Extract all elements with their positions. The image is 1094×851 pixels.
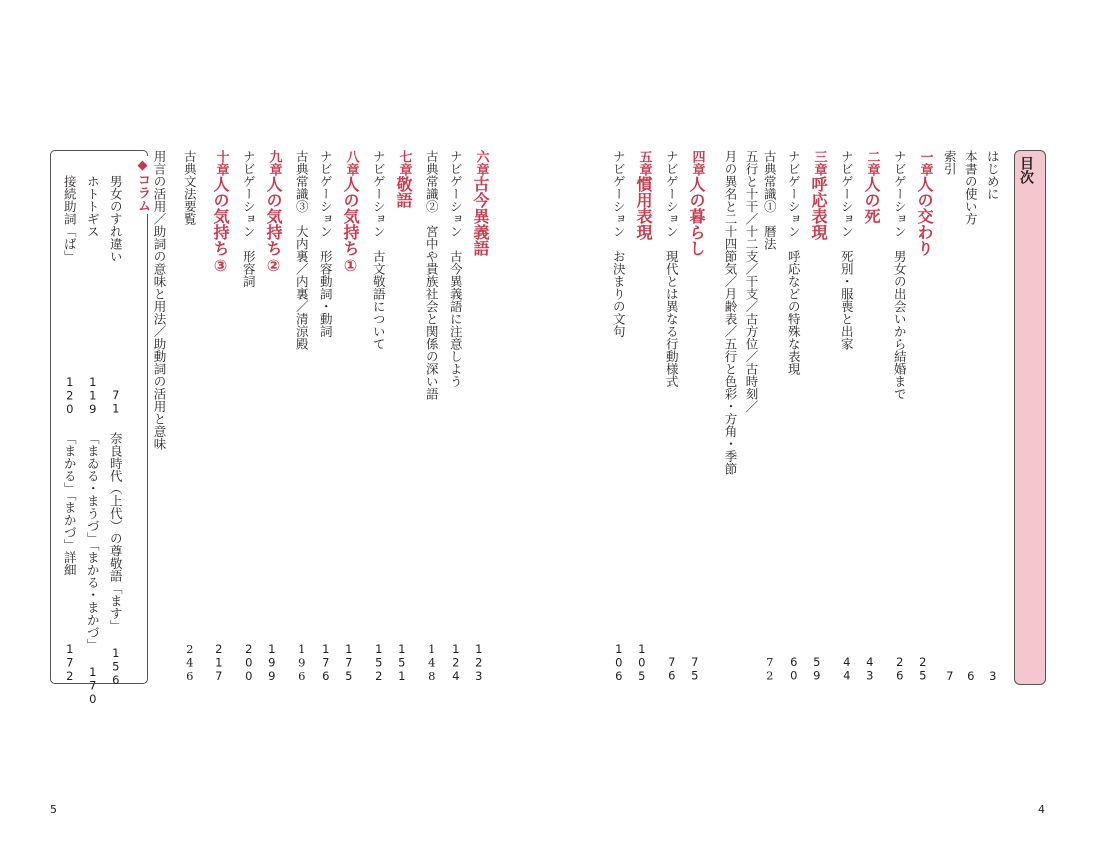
grammar-reference-details: 用言の活用／助詞の意味と用法／助動詞の活用と意味 (152, 150, 167, 450)
koten-3-entry[interactable]: 古典常識③ 大内裏／内裏／清涼殿 196 (294, 150, 310, 682)
column-item-1[interactable]: 男女のすれ違い 71 (108, 175, 124, 415)
koten-1-details-1: 五行と十干／十二支／干支／古方位／古時刻／ (744, 150, 759, 413)
chapter-1-heading[interactable]: 一章 人の交わり 25 (915, 150, 934, 682)
chapter-6-navigation[interactable]: ナビゲーション 古今異義語に注意しよう 124 (448, 150, 464, 682)
chapter-5-heading[interactable]: 五章 慣用表現 105 (634, 150, 653, 682)
column-item-5[interactable]: 「まゐる・まうづ」「まかる・まかづ」 170 (85, 432, 101, 706)
column-item-2[interactable]: ホトトギス 119 (85, 175, 101, 415)
chapter-8-heading[interactable]: 八章 人の気持ち① 175 (341, 150, 360, 682)
chapter-3-heading[interactable]: 三章 呼応表現 59 (809, 150, 828, 682)
koten-1-page: 72 (762, 655, 777, 682)
chapter-2-navigation[interactable]: ナビゲーション 死別・服喪と出家 44 (839, 150, 855, 682)
chapter-4-heading[interactable]: 四章 人の暮らし 75 (687, 150, 706, 682)
chapter-9-heading[interactable]: 九章 人の気持ち② 199 (264, 150, 283, 682)
chapter-2-heading[interactable]: 二章 人の死 43 (862, 150, 881, 682)
page-number-right: 4 (1038, 803, 1045, 816)
chapter-7-heading[interactable]: 七章 敬語 151 (394, 150, 413, 682)
page-number-left: 5 (50, 803, 57, 816)
koten-1-heading[interactable]: 古典常識① 暦法 (762, 150, 778, 250)
chapter-3-navigation[interactable]: ナビゲーション 呼応などの特殊な表現 60 (786, 150, 802, 682)
grammar-reference-entry[interactable]: 古典文法要覧 246 (182, 150, 198, 682)
chapter-7-navigation[interactable]: ナビゲーション 古文敬語について 152 (371, 150, 387, 682)
column-label: ◆コラム (132, 156, 152, 214)
toc-entry-usage[interactable]: 本書の使い方 6 (963, 150, 979, 682)
chapter-8-navigation[interactable]: ナビゲーション 形容動詞・動詞 176 (318, 150, 334, 682)
chapter-6-heading[interactable]: 六章 古今異義語 123 (471, 150, 490, 682)
koten-1-details-2: 月の異名と二十四節気／月齢表／五行と色彩・方角・季節 (723, 150, 738, 475)
chapter-10-heading[interactable]: 十章 人の気持ち③ 217 (211, 150, 230, 682)
chapter-5-navigation[interactable]: ナビゲーション お決まりの文句 106 (611, 150, 627, 682)
chapter-1-navigation[interactable]: ナビゲーション 男女の出会いから結婚まで 26 (892, 150, 908, 682)
toc-entry-hajimeni[interactable]: はじめに 3 (985, 150, 1001, 682)
chapter-4-navigation[interactable]: ナビゲーション 現代とは異なる行動様式 76 (664, 150, 680, 682)
column-item-4[interactable]: 奈良時代（上代）の尊敬語「ます」 156 (108, 432, 124, 687)
column-item-6[interactable]: 「まかる」「まかづ」詳細 172 (62, 432, 78, 682)
chapter-9-navigation[interactable]: ナビゲーション 形容詞 200 (241, 150, 257, 682)
koten-2-entry[interactable]: 古典常識② 宮中や貴族社会と関係の深い語 148 (424, 150, 440, 682)
toc-tab (1014, 150, 1046, 685)
toc-entry-index[interactable]: 索引 7 (942, 150, 958, 682)
column-item-3[interactable]: 接続助詞「ば」 120 (62, 175, 78, 415)
toc-label: 目次 (1018, 156, 1034, 184)
